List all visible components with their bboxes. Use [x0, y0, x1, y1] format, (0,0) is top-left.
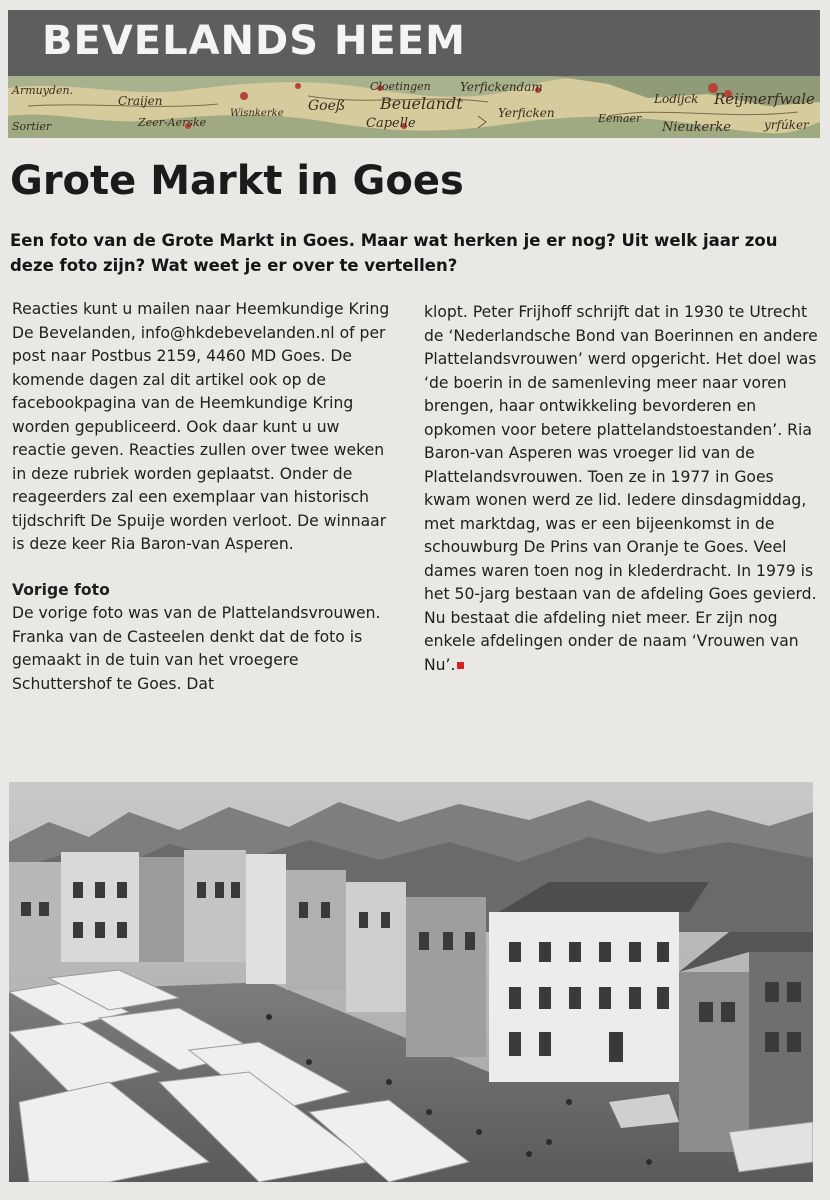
map-label: Zeer-Aerske [138, 116, 207, 129]
grote-markt-photo [9, 782, 813, 1182]
section-title: BEVELANDS HEEM [42, 18, 466, 64]
right-column [424, 301, 824, 677]
map-label: Reijmerfwale [714, 90, 815, 108]
section-header-bar [8, 10, 820, 76]
map-label: Wisnkerke [230, 108, 284, 119]
map-label: Eemaer [598, 112, 642, 125]
map-label: Goeß [308, 98, 346, 114]
map-label: Yerficken [498, 106, 555, 120]
map-label: Craijen [118, 94, 163, 108]
left-column [12, 298, 397, 696]
historic-map-strip [8, 76, 820, 138]
map-label: Nieukerke [662, 120, 731, 135]
map-label: Sortier [12, 120, 52, 133]
map-label: yrfúker [764, 118, 809, 132]
market-square-photograph [9, 782, 813, 1182]
map-label: Armuyden. [12, 84, 74, 97]
article-intro: Een foto van de Grote Markt in Goes. Maar wat herken je er nog? Uit welk jaar zou deze foto zijn? Wat weet je er over te vertellen? [10, 231, 778, 275]
section-header [8, 10, 820, 138]
end-of-article-mark [457, 662, 464, 669]
map-label: Capelle [366, 116, 416, 131]
map-label: Cloetingen [370, 80, 431, 93]
body-paragraph: De vorige foto was van de Plattelandsvrouwen. Franka van de Casteelen denkt dat de foto is gemaakt in de tuin van het vroegere Schuttershof te Goes. Dat [12, 604, 381, 693]
article-title: Grote Markt in Goes [10, 158, 464, 204]
map-label: Lodijck [654, 92, 699, 106]
map-label: Yerfickendam [460, 80, 543, 94]
body-paragraph: Reacties kunt u mailen naar Heemkundige Kring De Bevelanden, info@hkdebevelanden.nl of per post naar Postbus 2159, 4460 MD Goes. De komende dagen zal dit artikel ook op de facebookpagina van de Heemkundige Kring worden gepubliceerd. Ook daar kunt u uw reactie geven. Reacties zullen over twee weken in deze rubriek worden geplaatst. Onder de reageerders zal een exemplaar van historisch tijdschrift De Spuije worden verloot. De winnaar is deze keer Ria Baron-van Asperen. [12, 300, 390, 553]
right-paragraph-text: klopt. Peter Frijhoff schrijft dat in 1930 te Utrecht de ‘Nederlandsche Bond van Boerinnen en andere Plattelandsvrouwen’ werd opgericht. Het doel was ‘de boerin in de samenleving meer naar voren brengen, haar ontwikkeling bevorderen en opkomen voor betere plattelandstoestanden’. Ria Baron-van Asperen was vroeger lid van de Plattelandsvrouwen. Toen ze in 1977 in Goes kwam wonen werd ze lid. Iedere dinsdagmiddag, met marktdag, was er een bijeenkomst in de schouwburg De Prins van Oranje te Goes. Veel dames waren toen nog in klederdracht. In 1979 is het 50-jarg bestaan van de afdeling Goes gevierd. Nu bestaat die afdeling niet meer. Er zijn nog enkele afdelingen onder de naam ‘Vrouwen van Nu’. [424, 303, 818, 674]
map-label: Beuelandt [380, 94, 463, 113]
subheading: Vorige foto [12, 580, 110, 599]
body-paragraph [424, 301, 824, 677]
